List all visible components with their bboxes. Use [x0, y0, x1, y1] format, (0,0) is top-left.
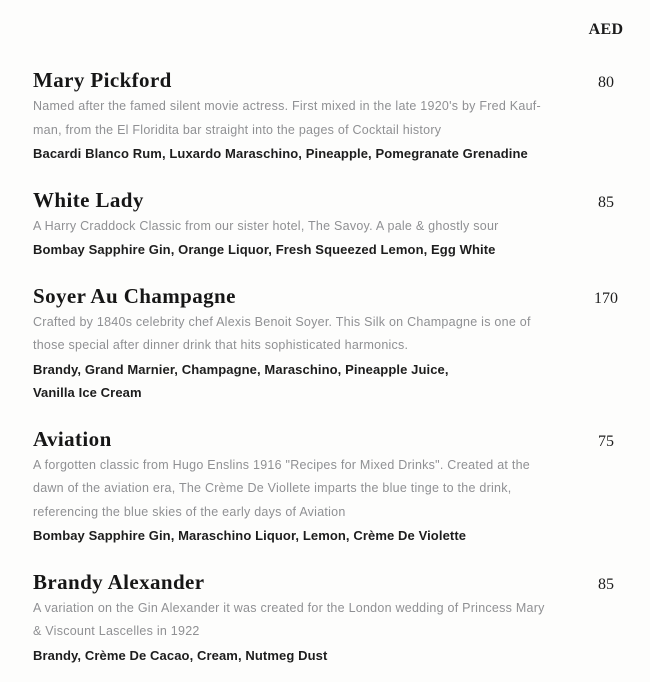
currency-header-row [33, 22, 634, 38]
item-ingredients-line: Bombay Sapphire Gin, Orange Liquor, Fresh Squeezed Lemon, Egg White [33, 242, 496, 257]
item-header [33, 427, 634, 452]
item-price: 85 [598, 193, 614, 211]
item-name: Brandy Alexander [33, 569, 205, 594]
item-ingredients-line: Brandy, Crème De Cacao, Cream, Nutmeg Dust [33, 647, 328, 663]
item-body [33, 95, 634, 166]
item-name: Mary Pickford [33, 68, 172, 92]
item-header [33, 188, 634, 213]
item-description-line: & Viscount Lascelles in 1922 [33, 624, 200, 638]
item-header [33, 68, 634, 93]
item-price: 75 [598, 432, 614, 450]
menu-item-soyer-au-champagne [33, 284, 634, 405]
menu-item-aviation [33, 427, 634, 548]
item-ingredients-line: Bombay Sapphire Gin, Maraschino Liquor, Lemon, Crème De Violette [33, 528, 467, 543]
item-name: White Lady [33, 187, 144, 212]
item-description-line: Named after the famed silent movie actress. First mixed in the late 1920's by Fred Kauf- [33, 99, 541, 113]
item-body [33, 311, 634, 405]
item-description-line: those special after dinner drink that hits sophisticated harmonics. [33, 338, 409, 352]
item-description-line: A forgotten classic from Hugo Enslins 1916 "Recipes for Mixed Drinks". Created at the [33, 457, 531, 472]
menu-item-brandy-alexander [33, 570, 634, 668]
item-price: 170 [594, 289, 618, 307]
item-header [33, 284, 634, 309]
item-description-line: A variation on the Gin Alexander it was created for the London wedding of Princess Mary [33, 600, 545, 615]
item-name: Soyer Au Champagne [33, 283, 236, 308]
item-description-line: man, from the El Floridita bar straight into the pages of Cocktail history [33, 122, 442, 137]
item-description-line: referencing the blue skies of the early days of Aviation [33, 504, 346, 519]
item-header [33, 570, 634, 595]
menu-item-mary-pickford [33, 68, 634, 166]
menu-item-white-lady [33, 188, 634, 262]
item-description-line: dawn of the aviation era, The Crème De Viollete imparts the blue tinge to the drink, [33, 481, 512, 495]
item-body [33, 454, 634, 548]
item-description-line: A Harry Craddock Classic from our sister hotel, The Savoy. A pale & ghostly sour [33, 218, 499, 233]
item-name: Aviation [33, 426, 112, 451]
item-ingredients-line: Vanilla Ice Cream [33, 385, 142, 400]
item-price: 80 [598, 74, 614, 91]
item-body [33, 215, 634, 262]
item-body [33, 597, 634, 668]
item-price: 85 [598, 575, 614, 593]
item-ingredients-line: Bacardi Blanco Rum, Luxardo Maraschino, Pineapple, Pomegranate Grenadine [33, 146, 528, 161]
currency-header: AED [588, 21, 624, 38]
item-description-line: Crafted by 1840s celebrity chef Alexis Benoit Soyer. This Silk on Champagne is one of [33, 314, 531, 329]
item-ingredients-line: Brandy, Grand Marnier, Champagne, Maraschino, Pineapple Juice, [33, 361, 449, 377]
